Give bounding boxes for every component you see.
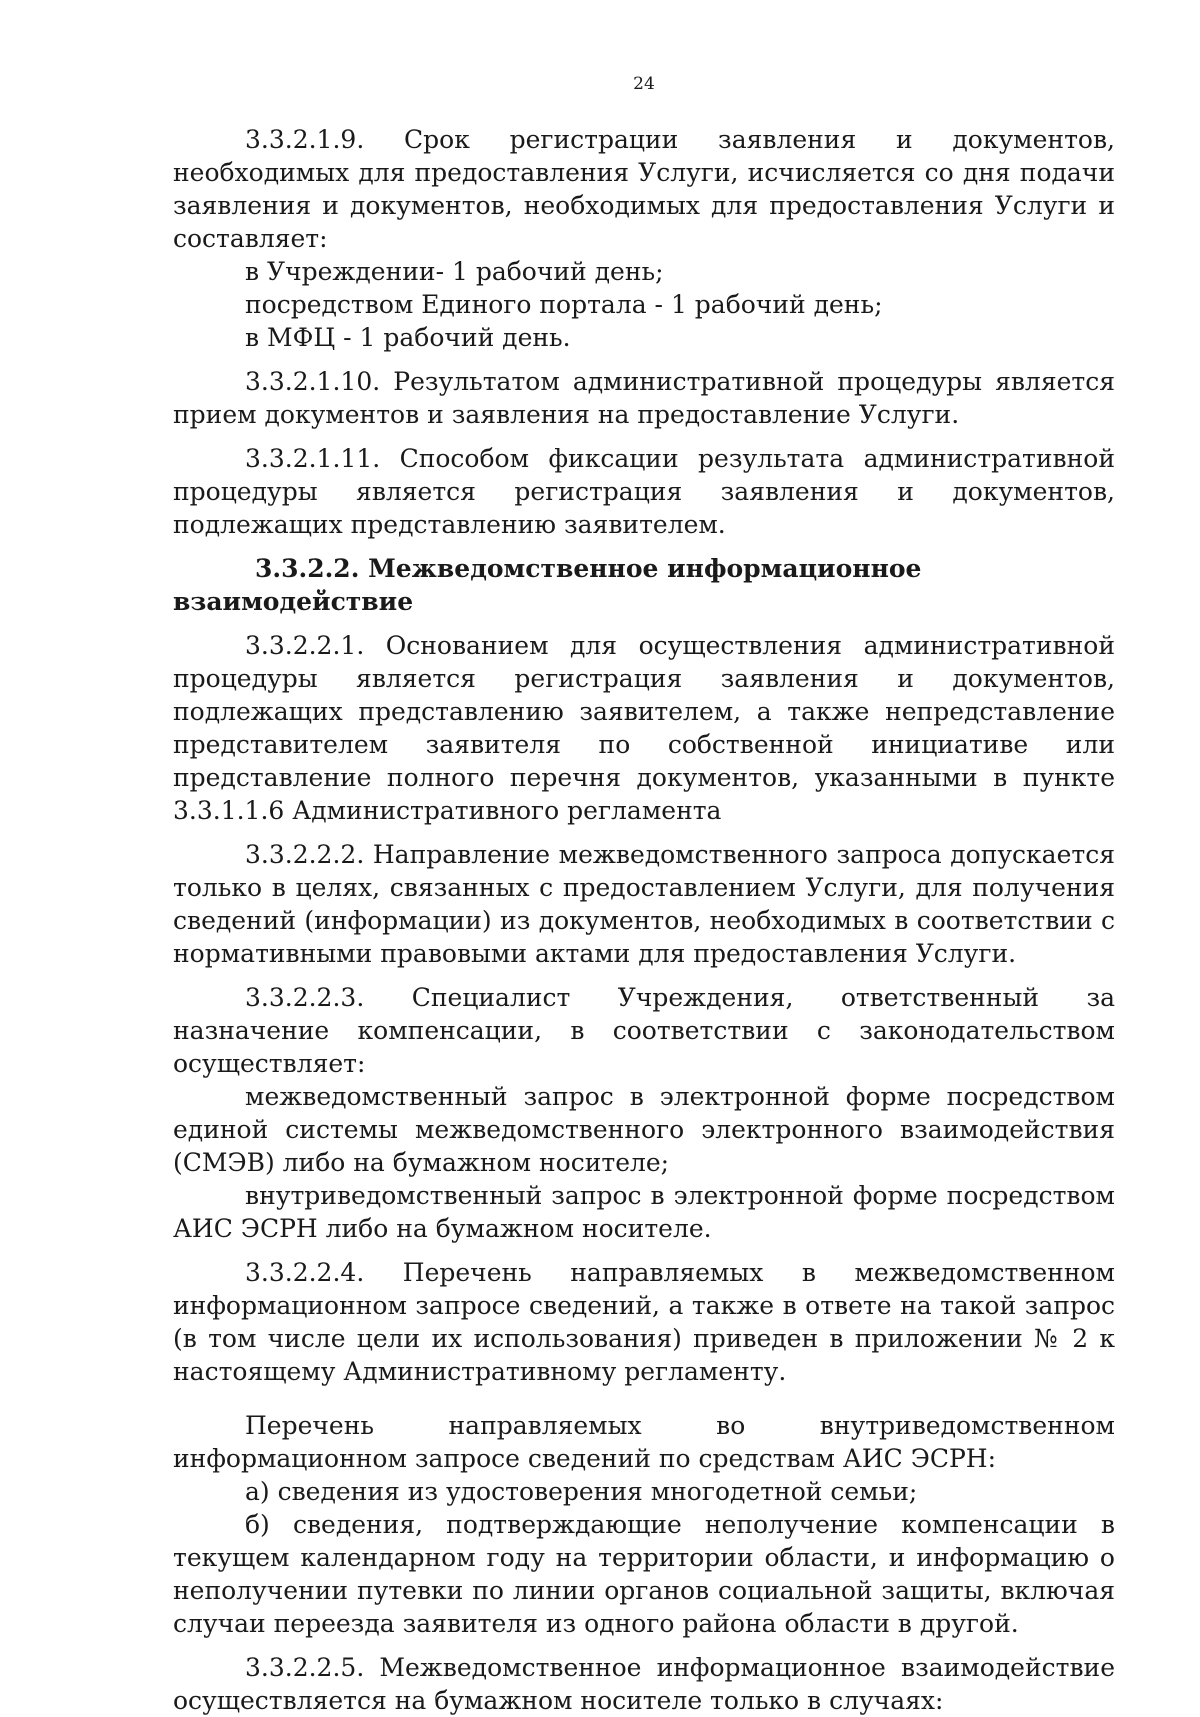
list-item-mfc: в МФЦ - 1 рабочий день.	[245, 323, 571, 352]
paragraph-3-3-2-2-1: 3.3.2.2.1. Основанием для осуществления административной процедуры является регистрация заявления и документов, подлежащих представлению заявителем, а также непредставление представителем заявителя по собственной инициативе или представление полного перечня документов, указанными в пункте 3.3.1.1.6 Административного регламента	[173, 631, 1115, 825]
paragraph-3-3-2-1-10: 3.3.2.1.10. Результатом административной процедуры является прием документов и заявления на предоставление Услуги.	[173, 367, 1115, 429]
list-item-a: а) сведения из удостоверения многодетной семьи;	[245, 1477, 918, 1506]
list-item-institution: в Учреждении- 1 рабочий день;	[245, 257, 664, 286]
section-heading-3-3-2-2: 3.3.2.2. Межведомственное информационное взаимодействие	[173, 554, 922, 616]
paragraph-internal-request-list: Перечень направляемых во внутриведомственном информационном запросе сведений по средствам АИС ЭСРН:	[173, 1411, 1115, 1473]
paragraph-3-3-2-1-11: 3.3.2.1.11. Способом фиксации результата административной процедуры является регистрация заявления и документов, подлежащих представлению заявителем.	[173, 444, 1115, 539]
list-item-smev-request: межведомственный запрос в электронной форме посредством единой системы межведомственного электронного взаимодействия (СМЭВ) либо на бумажном носителе;	[173, 1082, 1115, 1177]
document-page	[173, 0, 1115, 1715]
list-item-unified-portal: посредством Единого портала - 1 рабочий день;	[245, 290, 883, 319]
paragraph-3-3-2-2-3: 3.3.2.2.3. Специалист Учреждения, ответственный за назначение компенсации, в соответствии с законодательством осуществляет:	[173, 983, 1115, 1078]
list-item-ais-esrn-request: внутриведомственный запрос в электронной форме посредством АИС ЭСРН либо на бумажном носителе.	[173, 1181, 1115, 1243]
paragraph-3-3-2-2-2: 3.3.2.2.2. Направление межведомственного запроса допускается только в целях, связанных с предоставлением Услуги, для получения сведений (информации) из документов, необходимых в соответствии с нормативными правовыми актами для предоставления Услуги.	[173, 840, 1115, 968]
paragraph-3-3-2-1-9: 3.3.2.1.9. Срок регистрации заявления и документов, необходимых для предоставления Услуги, исчисляется со дня подачи заявления и документов, необходимых для предоставления Услуги и составляет:	[173, 125, 1115, 253]
paragraph-3-3-2-2-5: 3.3.2.2.5. Межведомственное информационное взаимодействие осуществляется на бумажном носителе только в случаях:	[173, 1653, 1115, 1715]
paragraph-3-3-2-2-4: 3.3.2.2.4. Перечень направляемых в межведомственном информационном запросе сведений, а также в ответе на такой запрос (в том числе цели их использования) приведен в приложении № 2 к настоящему Административному регламенту.	[173, 1258, 1115, 1386]
list-item-b: б) сведения, подтверждающие неполучение компенсации в текущем календарном году на территории области, и информацию о неполучении путевки по линии органов социальной защиты, включая случаи переезда заявителя из одного района области в другой.	[173, 1510, 1115, 1638]
page-number: 24	[633, 74, 655, 94]
document-body	[173, 123, 1115, 1717]
